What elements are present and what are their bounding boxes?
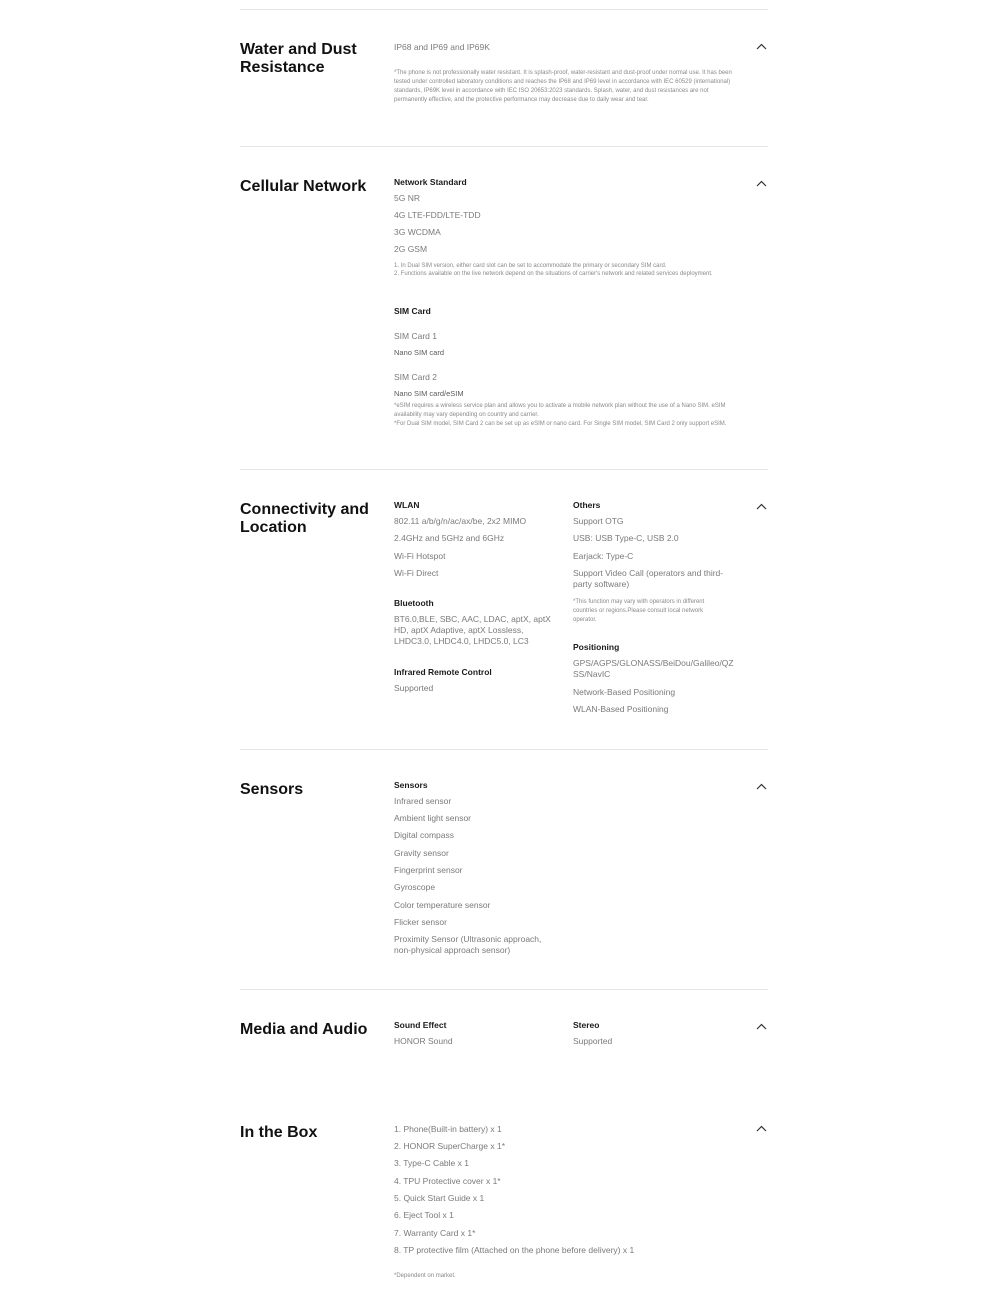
chevron-up-icon[interactable] <box>755 502 768 512</box>
sensors-heading: Sensors <box>394 780 428 790</box>
sensor-item: Gravity sensor <box>394 848 449 858</box>
section-title-cellular: Cellular Network <box>240 178 367 195</box>
box-item: 5. Quick Start Guide x 1 <box>394 1193 485 1203</box>
water-footnote: *The phone is not professionally water resistant. It is splash-proof, water-resistant and dust-proof under normal use. It has been tested under controlled laboratory conditions and reaches the IP68 and IP69 level in accordance with IEC 60529 (international) standards, IP69K level in accordance with IEC ISO 20653:2023 standards. Splash, water, and dust resistances are not permanently effective, and the protective performance may decrease due to daily wear and tear. <box>394 70 732 103</box>
sim1-label: SIM Card 1 <box>394 331 437 341</box>
box-item: 1. Phone(Built-in battery) x 1 <box>394 1124 502 1134</box>
positioning-item: Network-Based Positioning <box>573 687 676 697</box>
wlan-heading: WLAN <box>394 500 420 510</box>
box-item: 6. Eject Tool x 1 <box>394 1210 454 1220</box>
sensor-item: Color temperature sensor <box>394 900 491 910</box>
section-title-sensors: Sensors <box>240 781 304 798</box>
sim2-label: SIM Card 2 <box>394 372 437 382</box>
sim-card-heading: SIM Card <box>394 306 431 316</box>
stereo-heading: Stereo <box>573 1020 600 1030</box>
network-note: 1. In Dual SIM version, either card slot can be set to accommodate the primary or secondary SIM card. <box>394 263 667 269</box>
box-item: 8. TP protective film (Attached on the phone before delivery) x 1 <box>394 1245 635 1255</box>
positioning-gnss: GPS/AGPS/GLONASS/BeiDou/Galileo/QZSS/NavIC <box>573 658 734 679</box>
stereo-value: Supported <box>573 1036 613 1046</box>
infrared-heading: Infrared Remote Control <box>394 667 492 677</box>
sensor-item: Infrared sensor <box>394 796 452 806</box>
others-heading: Others <box>573 500 601 510</box>
wlan-item: Wi-Fi Hotspot <box>394 551 446 561</box>
sensor-item: Digital compass <box>394 830 454 840</box>
chevron-up-icon[interactable] <box>755 42 768 52</box>
box-item: 3. Type-C Cable x 1 <box>394 1158 469 1168</box>
divider <box>240 9 768 10</box>
chevron-up-icon[interactable] <box>755 1124 768 1134</box>
others-item: USB: USB Type-C, USB 2.0 <box>573 533 679 543</box>
box-item: 4. TPU Protective cover x 1* <box>394 1176 501 1186</box>
network-standard-heading: Network Standard <box>394 177 467 187</box>
chevron-up-icon[interactable] <box>755 179 768 189</box>
network-item: 3G WCDMA <box>394 227 441 237</box>
divider <box>240 469 768 470</box>
section-title-media: Media and Audio <box>240 1021 368 1038</box>
wlan-item: Wi-Fi Direct <box>394 568 439 578</box>
positioning-item: WLAN-Based Positioning <box>573 704 669 714</box>
sound-effect-value: HONOR Sound <box>394 1036 453 1046</box>
video-call: Support Video Call (operators and third-party software) <box>573 568 724 589</box>
positioning-heading: Positioning <box>573 642 620 652</box>
bluetooth-value: BT6.0,BLE, SBC, AAC, LDAC, aptX, aptX HD, aptX Adaptive, aptX Lossless, LHDC3.0, LHDC4.0, LHDC5.0, LC3 <box>394 614 551 646</box>
others-note: *This function may vary with operators in different countries or regions.Please consult local network operator. <box>573 599 705 623</box>
box-footnote: *Dependent on market. <box>394 1273 456 1279</box>
section-title-water-dust: Water and Dust Resistance <box>240 41 357 76</box>
others-item: Support OTG <box>573 516 624 526</box>
wlan-item: 2.4GHz and 5GHz and 6GHz <box>394 533 505 543</box>
others-item: Earjack: Type-C <box>573 551 634 561</box>
infrared-value: Supported <box>394 683 434 693</box>
divider <box>240 749 768 750</box>
section-title-in-the-box: In the Box <box>240 1124 318 1141</box>
sim-note: *For Dual SIM model, SIM Card 2 can be set up as eSIM or nano card. For Single SIM model, SIM Card 2 only support eSIM. <box>394 421 727 427</box>
sim2-value: Nano SIM card/eSIM <box>394 389 464 398</box>
network-item: 2G GSM <box>394 244 428 254</box>
sensor-item: Ambient light sensor <box>394 813 472 823</box>
chevron-up-icon[interactable] <box>755 782 768 792</box>
sim-note: *eSIM requires a wireless service plan and allows you to activate a mobile network plan without the use of a Nano SIM. eSIM availability may vary depending on country and carrier. <box>394 403 726 418</box>
water-rating: IP68 and IP69 and IP69K <box>394 42 490 52</box>
network-item: 4G LTE-FDD/LTE-TDD <box>394 210 481 220</box>
wlan-item: 802.11 a/b/g/n/ac/ax/be, 2x2 MIMO <box>394 516 527 526</box>
divider <box>240 989 768 990</box>
sim1-value: Nano SIM card <box>394 348 445 357</box>
box-item: 7. Warranty Card x 1* <box>394 1228 476 1238</box>
sensor-proximity: Proximity Sensor (Ultrasonic approach, non-physical approach sensor) <box>394 934 542 955</box>
sound-effect-heading: Sound Effect <box>394 1020 447 1030</box>
box-item: 2. HONOR SuperCharge x 1* <box>394 1141 506 1151</box>
section-title-connectivity: Connectivity and Location <box>240 501 369 536</box>
network-note: 2. Functions available on the live network depend on the situations of carrier's network and related services deployment. <box>394 271 713 277</box>
sensor-item: Flicker sensor <box>394 917 447 927</box>
sensor-item: Gyroscope <box>394 882 436 892</box>
chevron-up-icon[interactable] <box>755 1022 768 1032</box>
bluetooth-heading: Bluetooth <box>394 598 434 608</box>
divider <box>240 146 768 147</box>
sensor-item: Fingerprint sensor <box>394 865 463 875</box>
network-item: 5G NR <box>394 193 420 203</box>
